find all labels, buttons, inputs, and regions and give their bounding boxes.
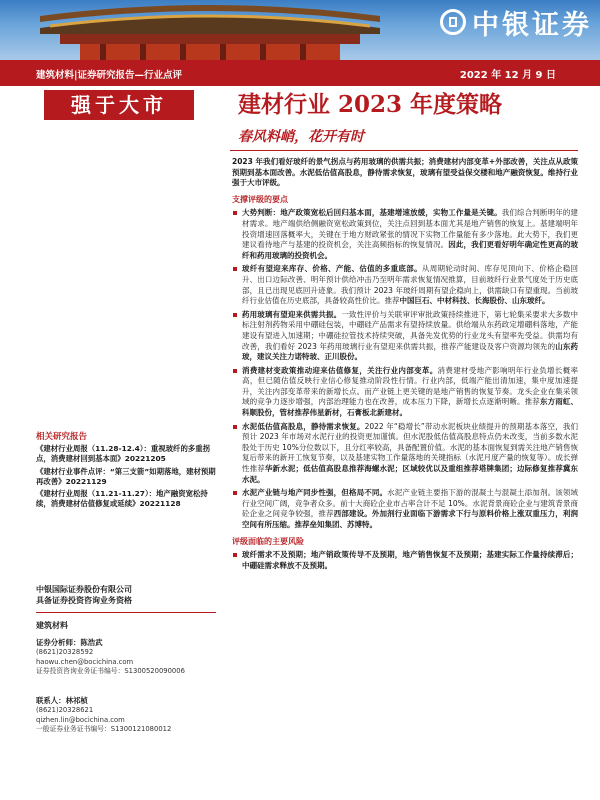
bullet-tail: 因此，我们更看好明年确定性更高的玻纤和药用玻璃的投资机会。 — [242, 240, 578, 260]
bullet-lead: 玻纤有望迎来库存、价格、产能、估值的多重底部。 — [242, 264, 422, 274]
bullet-lead: 水泥低估值高股息，静待需求恢复。 — [242, 421, 365, 431]
bullet-point — [232, 264, 578, 306]
analyst-2-cert: 一般证券业务证书编号：S1300121080012 — [36, 725, 172, 734]
bullet-tail: 中国巨石、中材科技、长海股份、山东玻纤。 — [399, 296, 550, 306]
title-divider — [230, 150, 578, 151]
risk-section-heading: 评级面临的主要风险 — [232, 536, 304, 546]
risk-bullet — [232, 550, 578, 571]
support-section-heading: 支撑评级的要点 — [232, 194, 288, 204]
brand-name: 中银证券 — [472, 9, 592, 41]
related-reports — [36, 432, 218, 509]
analyst-2-name: 联系人：林祁桢 — [36, 696, 88, 705]
category-bar — [0, 60, 600, 86]
sidebar-divider — [36, 612, 216, 613]
analyst-1-phone: (8621)20328592 — [36, 648, 94, 657]
analyst-2 — [36, 696, 218, 735]
bullet-point — [232, 366, 578, 419]
analyst-1-cert: 证券投资咨询业务证书编号：S1300520090006 — [36, 667, 185, 676]
industry-label-block — [36, 620, 218, 631]
related-reports-heading: 相关研究报告 — [36, 432, 88, 442]
bullet-tail: 西部建设。外加剂行业面临下游需求下行与原料价格上涨双重压力，利润空间有所压缩。推荐垒知集团、苏博特。 — [242, 509, 579, 529]
brand-logo — [440, 2, 592, 42]
report-subtitle: 春风料峭，花开有时 — [238, 129, 364, 145]
industry-label: 建筑材料 — [36, 621, 68, 630]
risk-text: 玻纤需求不及预期；地产销政策传导不及预期，地产销售恢复不及预期；基建实际工作量持续滞后；中硼硅需求释放不及预期。 — [242, 550, 578, 570]
bullet-body: 水泥产业链主要指下游的混凝土与混凝土添加剂。该领域行业空间广阔，竞争者众多。前十大商砼企业市占率合计不足 10%。水泥背景商砼企业与建筑背景商砼企业之间竞争较强，推荐 — [242, 488, 579, 519]
bullet-point — [232, 488, 578, 530]
bullet-lead: 药用玻璃有望迎来供需共振。 — [242, 309, 342, 319]
related-report-item[interactable]: 《建材行业周报（11.28-12.4）：重视玻纤的多重拐点，消费建材回到基本面》20221205 — [36, 444, 211, 464]
bullet-body: 从周期轮动时间、库存见顶向下、价格企稳回升、出口边际改善、明年预计供给冲击乃至明年需求恢复情况推算，目前玻纤行业景气度处于历史底部，且已出现见底回升迹象。我们预计 2023 年玻纤周期有望企稳向上，供需缺口有望重现。当前玻纤行业估值在历史底部，具备较高性价比。推荐 — [242, 264, 579, 306]
company-qualification: 具备证券投资咨询业务资格 — [36, 596, 132, 605]
bullet-point — [232, 208, 578, 261]
header-banner — [0, 0, 600, 60]
report-date: 2022 年 12 月 9 日 — [459, 70, 556, 81]
palace-roof-image — [40, 0, 380, 60]
company-info — [36, 584, 218, 606]
related-report-item[interactable]: 《建材行业事件点评：“第三支箭”如期落地，建材预期再改善》20221129 — [36, 466, 216, 486]
analyst-1-email[interactable]: haowu.chen@bocichina.com — [36, 657, 134, 666]
bullet-lead: 大势判断：地产政策宽松后回归基本面，基建增速放缓，实物工作量是关键。 — [242, 208, 502, 218]
company-name: 中银国际证券股份有限公司 — [36, 585, 132, 594]
bullet-lead: 消费建材变政策推动迎来估值修复，关注行业内部变革。 — [242, 365, 438, 375]
bullet-lead: 水泥产业链与地产同步性强，但格局不同。 — [242, 488, 388, 498]
rating-badge: 强于大市 — [44, 90, 194, 120]
bullet-body: 一致性评价与关联审评审批政策持续推进下，第七轮集采要求大多数中标注射剂药物采用中硼硅包装，中硼硅产品需求有望持续放量。供给端从东药政定增硼料落地，产能建设有望进入加速期；中硼硅拉管技术持续突破，具备先发优势的行业龙头有望率先受益。供需均有改善，我们看好 2023 年药用玻璃行业有望迎来供需共振，推荐产能建设及客户资源均领先的 — [242, 309, 579, 351]
bullet-tail: 山东药玻，建议关注力诺特玻、正川股份。 — [242, 341, 579, 362]
analyst-1 — [36, 638, 218, 677]
bullet-tail: 华新水泥；低估值高股息推荐海螺水泥；区域较优以及重组推荐塔牌集团；边际修复推荐冀东水泥。 — [242, 464, 579, 484]
report-title: 建材行业 2023 年度策略 — [238, 91, 503, 118]
bullet-body: 2022 年“稳增长”带动水泥板块业绩提升的预期基本落空，我们预计 2023 年市场对水泥行业的投资更加谨慎。但水泥股低估值高股息特点仍未改变，当前多数水泥股处于历史 10%分位数以下，且分红率较高，具备配置价值。水泥的基本面恢复到需关注地产销售恢复后带来的新开工恢复节奏，以及基建实物工作量落地的关键指标（水泥月度产量的恢复等）。成长弹性推荐 — [242, 421, 578, 474]
bullet-tail: 东方雨虹、科顺股份，管材推荐伟星新材，石膏板北新建材。 — [242, 397, 579, 418]
bullet-point — [232, 310, 578, 363]
analyst-2-phone: (8621)20328621 — [36, 706, 94, 715]
boc-logo-icon — [440, 9, 466, 35]
bullet-body: 我们综合判断明年的建材需求。地产端供给侧融资宽松政策到位，关注点回到基本面尤其是地产销售的恢复上。基建端明年投资增速回落概率大，关键在于地方财政紧张的情况下实物工作量能有多少落地。此大势下，我们更建议看待地产与基建的投资机会，关注高频指标的恢复情况。 — [242, 208, 579, 250]
summary-paragraph: 2023 年我们看好玻纤的景气拐点与药用玻璃的供需共振；消费建材内部变革+外部改善，关注点从政策预期到基本面改善。水泥低估值高股息，静待需求恢复，玻璃有望受益保交楼和地产融资恢复。维持行业强于大市评级。 — [232, 157, 578, 188]
related-report-item[interactable]: 《建材行业周报（11.21-11.27）：地产融资宽松持续，消费建材估值修复或延续》20221128 — [36, 489, 208, 509]
analyst-1-name: 证券分析师：陈浩武 — [36, 638, 103, 647]
analyst-2-email[interactable]: qizhen.lin@bocichina.com — [36, 715, 125, 724]
bullet-point — [232, 422, 578, 486]
main-body — [232, 157, 578, 571]
report-category: 建筑材料|证券研究报告—行业点评 — [36, 70, 182, 81]
bullet-body: 消费建材受地产影响明年行业负增长概率高，但已随估值反映行业信心修复推动阶段性行情。行业内部，低端产能出清加速，集中度加速提升，关注内部变革带来的新增长点。而产业链上更关键的是地产销售的恢复节奏。龙头企业在集采领域的竞争力逐步增强，内部治理能力也在改善，成本压力下降，新增长点逐渐明晰。推荐 — [242, 365, 579, 407]
